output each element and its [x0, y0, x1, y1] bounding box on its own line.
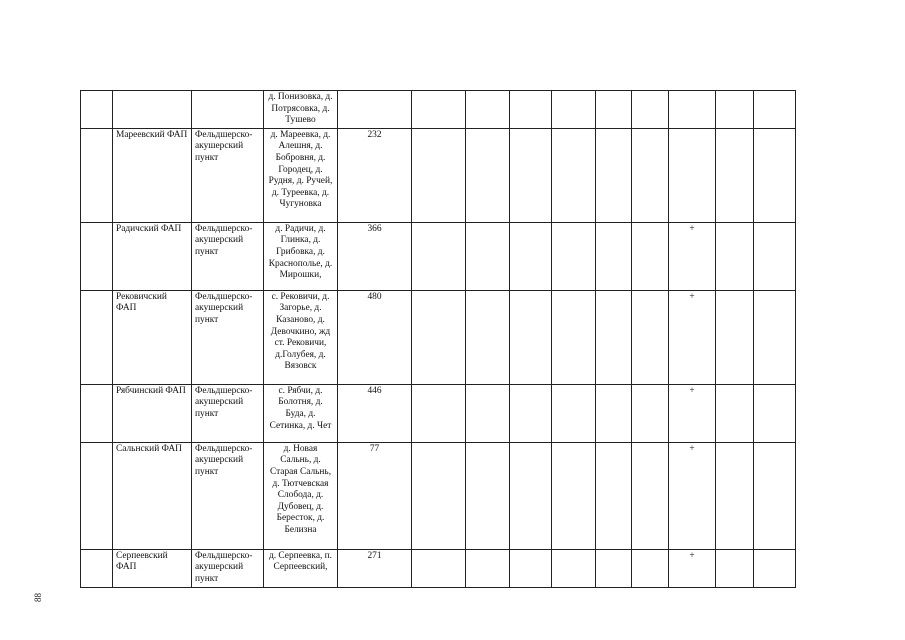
mark-cell: + [669, 549, 716, 587]
mark-cell: + [669, 384, 716, 442]
population-cell: 480 [338, 290, 412, 384]
population-cell: 446 [338, 384, 412, 442]
empty-cell [632, 442, 669, 549]
mark-cell: + [669, 442, 716, 549]
population-cell: 366 [338, 222, 412, 290]
table-row [81, 549, 796, 587]
empty-cell [552, 222, 596, 290]
empty-cell [510, 290, 552, 384]
empty-cell [596, 384, 632, 442]
empty-cell [716, 128, 754, 222]
villages-cell: с. Рековичи, д. Загорье, д. Казаново, д. Девочкино, жд ст. Рековичи, д.Голубея, д. Вязовск [264, 290, 338, 384]
facility-type-cell: Фельдшерско-акушерский пункт [192, 128, 264, 222]
population-cell [338, 91, 412, 129]
empty-cell [466, 549, 510, 587]
table-row [81, 222, 796, 290]
index-cell [81, 222, 113, 290]
empty-cell [510, 91, 552, 129]
villages-cell: с. Рябчи, д. Болотня, д. Буда, д. Сетинка, д. Чет [264, 384, 338, 442]
empty-cell [466, 128, 510, 222]
table-row [81, 442, 796, 549]
empty-cell [754, 91, 796, 129]
empty-cell [510, 384, 552, 442]
index-cell [81, 384, 113, 442]
facilities-table [80, 90, 796, 588]
villages-cell: д. Серпеевка, п. Серпеевский, [264, 549, 338, 587]
facility-type-cell: Фельдшерско-акушерский пункт [192, 442, 264, 549]
empty-cell [632, 128, 669, 222]
empty-cell [552, 290, 596, 384]
empty-cell [466, 442, 510, 549]
page-number: 88 [33, 593, 43, 602]
empty-cell [716, 549, 754, 587]
empty-cell [510, 222, 552, 290]
empty-cell [412, 442, 466, 549]
facility-name-cell [113, 91, 192, 129]
mark-cell [669, 91, 716, 129]
empty-cell [412, 222, 466, 290]
population-cell: 271 [338, 549, 412, 587]
empty-cell [596, 290, 632, 384]
mark-cell [669, 128, 716, 222]
empty-cell [632, 222, 669, 290]
facility-name-cell: Мареевский ФАП [113, 128, 192, 222]
empty-cell [552, 128, 596, 222]
facility-name-cell: Рековичский ФАП [113, 290, 192, 384]
empty-cell [716, 91, 754, 129]
empty-cell [552, 442, 596, 549]
empty-cell [596, 442, 632, 549]
facility-type-cell: Фельдшерско-акушерский пункт [192, 222, 264, 290]
empty-cell [596, 128, 632, 222]
empty-cell [412, 290, 466, 384]
empty-cell [754, 222, 796, 290]
facility-type-cell: Фельдшерско-акушерский пункт [192, 384, 264, 442]
empty-cell [552, 549, 596, 587]
facility-type-cell [192, 91, 264, 129]
empty-cell [596, 549, 632, 587]
facility-type-cell: Фельдшерско-акушерский пункт [192, 549, 264, 587]
empty-cell [716, 222, 754, 290]
mark-cell: + [669, 290, 716, 384]
empty-cell [754, 384, 796, 442]
facility-name-cell: Серпеевский ФАП [113, 549, 192, 587]
empty-cell [596, 222, 632, 290]
table-row [81, 91, 796, 129]
empty-cell [510, 442, 552, 549]
empty-cell [632, 384, 669, 442]
empty-cell [466, 384, 510, 442]
index-cell [81, 442, 113, 549]
empty-cell [716, 290, 754, 384]
empty-cell [632, 290, 669, 384]
empty-cell [510, 549, 552, 587]
empty-cell [466, 290, 510, 384]
empty-cell [754, 290, 796, 384]
empty-cell [412, 384, 466, 442]
empty-cell [552, 384, 596, 442]
empty-cell [716, 442, 754, 549]
villages-cell: д. Радичи, д. Глинка, д. Грибовка, д. Краснополье, д. Мирошки, [264, 222, 338, 290]
index-cell [81, 128, 113, 222]
table-row [81, 384, 796, 442]
empty-cell [754, 442, 796, 549]
facility-name-cell: Радичский ФАП [113, 222, 192, 290]
empty-cell [466, 91, 510, 129]
empty-cell [510, 128, 552, 222]
facility-name-cell: Сальнский ФАП [113, 442, 192, 549]
empty-cell [632, 91, 669, 129]
mark-cell: + [669, 222, 716, 290]
index-cell [81, 91, 113, 129]
index-cell [81, 549, 113, 587]
facility-type-cell: Фельдшерско-акушерский пункт [192, 290, 264, 384]
index-cell [81, 290, 113, 384]
empty-cell [754, 128, 796, 222]
empty-cell [596, 91, 632, 129]
empty-cell [412, 91, 466, 129]
facility-name-cell: Рябчинский ФАП [113, 384, 192, 442]
empty-cell [412, 128, 466, 222]
table-row [81, 290, 796, 384]
empty-cell [552, 91, 596, 129]
empty-cell [466, 222, 510, 290]
empty-cell [412, 549, 466, 587]
empty-cell [716, 384, 754, 442]
table-row [81, 128, 796, 222]
empty-cell [754, 549, 796, 587]
population-cell: 232 [338, 128, 412, 222]
villages-cell: д. Понизовка, д. Потрясовка, д. Тушево [264, 91, 338, 129]
empty-cell [632, 549, 669, 587]
villages-cell: д. Мареевка, д. Алешня, д. Бобровня, д. Городец, д. Рудня, д. Ручей, д. Туреевка, д. Чугуновка [264, 128, 338, 222]
villages-cell: д. Новая Сальнь, д. Старая Сальнь, д. Тютчевская Слобода, д. Дубовец, д. Бересток, д. Белизна [264, 442, 338, 549]
population-cell: 77 [338, 442, 412, 549]
